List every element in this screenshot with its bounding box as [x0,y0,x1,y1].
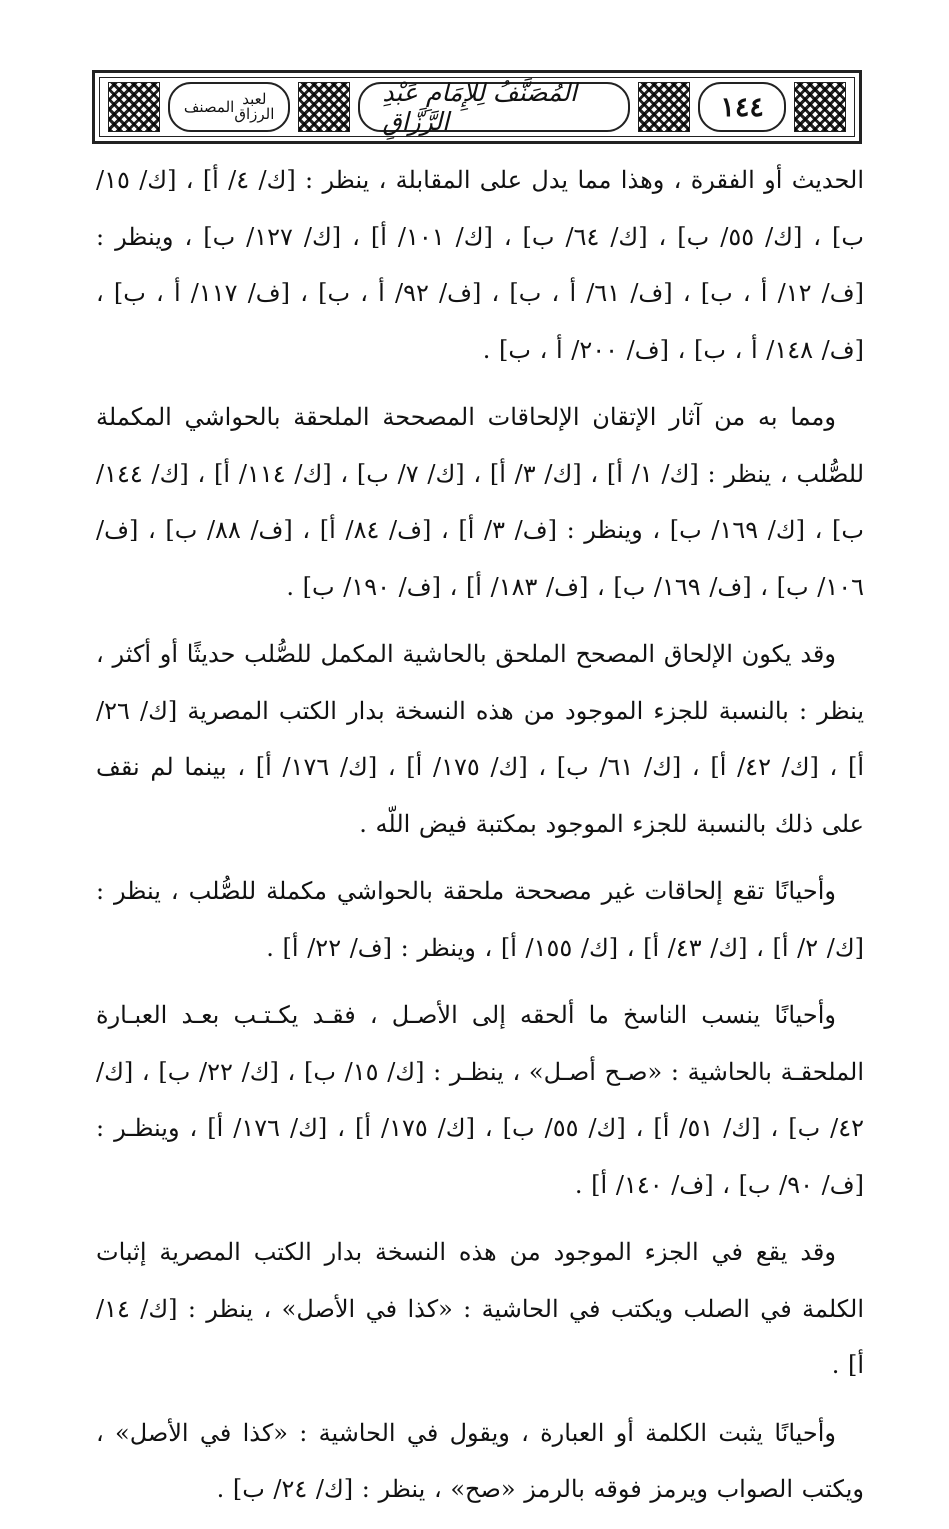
left-ornament [108,82,160,132]
book-title: المُصَنَّفُ لِلإِمَامِ عَبْدِ الرَّزَّاقِ [358,82,630,132]
right-ornament [794,82,846,132]
series-seal [168,82,291,132]
center-right-ornament [638,82,690,132]
paragraph-3: وقد يكون الإلحاق المصحح الملحق بالحاشية المكمل للصُّلب حديثًا أو أكثر ، ينظر : بالنسبة للجزء الموجود من هذه النسخة بدار الكتب المصرية [ك/ ٢٦/ أ] ، [ك/ ٤٢/ أ] ، [ك/ ٦١/ ب] ، [ك/ ١٧٥/ أ] ، [ك/ ١٧٦/ أ] ، بينما لم نقف على ذلك بالنسبة للجزء الموجود بمكتبة فيض اللّه . [96,640,865,838]
paragraph-7: وأحيانًا يثبت الكلمة أو العبارة ، ويقول في الحاشية : «كذا في الأصل» ، ويكتب الصواب ويرمز فوقه بالرمز «صح» ، ينظر : [ك/ ٢٤/ ب] . [96,1418,864,1503]
page-number: ١٤٤ [698,82,786,132]
seal-line-1: المصنف [183,97,235,116]
seal-line-2: لعبد الرزاق [234,90,275,123]
paragraph-1: الحديث أو الفقرة ، وهذا مما يدل على المقابلة ، ينظر : [ك/ ٤/ أ] ، [ك/ ١٥/ ب] ، [ك/ ٥٥/ ب] ، [ك/ ٦٤/ ب] ، [ك/ ١٠١/ أ] ، [ك/ ١٢٧/ ب] ، وينظر : [ف/ ١٢/ أ ، ب] ، [ف/ ٦١/ أ ، ب] ، [ف/ ٩٢/ أ ، ب] ، [ف/ ١١٧/ أ ، ب] ، [ف/ ١٤٨/ أ ، ب] ، [ف/ ٢٠٠/ أ ، ب] . [96,166,865,364]
page-body [96,152,864,1529]
paragraph-6: وقد يقع في الجزء الموجود من هذه النسخة بدار الكتب المصرية إثبات الكلمة في الصلب ويكتب في الحاشية : «كذا في الأصل» ، ينظر : [ك/ ١٤/ أ] . [96,1238,864,1379]
running-header [92,70,862,144]
paragraph-2: ومما به من آثار الإتقان الإلحاقات المصححة الملحقة بالحواشي المكملة للصُّلب ، ينظر : [ك/ ١/ أ] ، [ك/ ٣/ أ] ، [ك/ ٧/ ب] ، [ك/ ١١٤/ أ] ، [ك/ ١٤٤/ ب] ، [ك/ ١٦٩/ ب] ، وينظر : [ف/ ٣/ أ] ، [ف/ ٨٤/ أ] ، [ف/ ٨٨/ ب] ، [ف/ ١٠٦/ ب] ، [ف/ ١٦٩/ ب] ، [ف/ ١٨٣/ أ] ، [ف/ ١٩٠/ ب] . [96,403,865,601]
paragraph-4: وأحيانًا تقع إلحاقات غير مصححة ملحقة بالحواشي مكملة للصُّلب ، ينظر : [ك/ ٢/ أ] ، [ك/ ٤٣/ أ] ، [ك/ ١٥٥/ أ] ، وينظر : [ف/ ٢٢/ أ] . [96,877,864,962]
center-left-ornament [298,82,350,132]
paragraph-5: وأحيانًا ينسب الناسخ ما ألحقه إلى الأصـل ، فقـد يكـتـب بعـد العبـارة الملحقـة بالحاشية : «صـح أصـل» ، ينظـر : [ك/ ١٥/ ب] ، [ك/ ٢٢/ ب] ، [ك/ ٤٢/ ب] ، [ك/ ٥١/ أ] ، [ك/ ٥٥/ ب] ، [ك/ ١٧٥/ أ] ، [ك/ ١٧٦/ أ] ، وينظـر : [ف/ ٩٠/ ب] ، [ف/ ١٤٠/ أ] . [96,1001,865,1199]
header-frame [99,77,855,137]
